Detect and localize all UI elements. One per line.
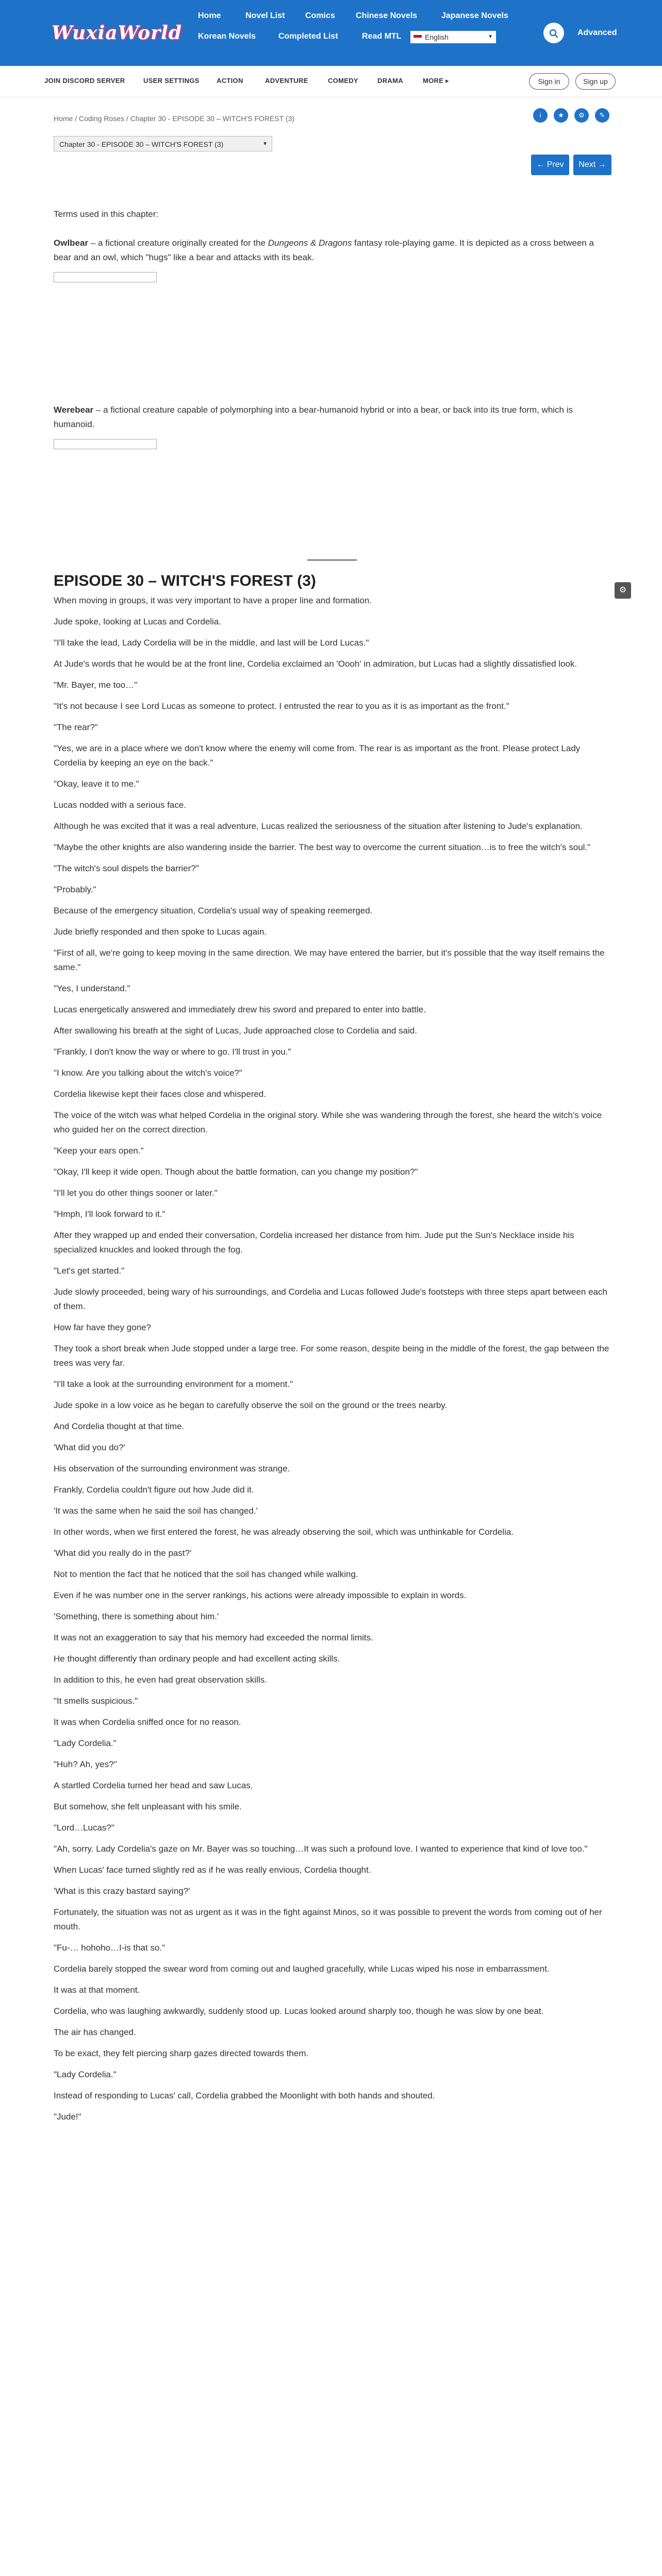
paragraph: In addition to this, he even had great observation skills. [54, 1675, 267, 1685]
paragraph: "Keep your ears open." [54, 1146, 144, 1156]
paragraph: At Jude's words that he would be at the front line, Cordelia exclaimed an 'Oooh' in admiration, but Lucas had a slightly dissatisfied look. [54, 659, 577, 669]
sign-in-button[interactable]: Sign in [529, 73, 569, 90]
paragraph: "Maybe the other knights are also wandering inside the barrier. The best way to overcome the current situation…is to free the witch's soul." [54, 842, 591, 852]
category-drama[interactable]: DRAMA [377, 77, 403, 84]
term-owlbear-pre: – a fictional creature originally created for the [88, 238, 268, 248]
chevron-right-icon: ▸ [445, 77, 449, 84]
category-more[interactable] [423, 77, 449, 85]
sign-up-button[interactable]: Sign up [575, 73, 616, 90]
paragraph: His observation of the surrounding environment was strange. [54, 1464, 290, 1473]
paragraph: 'What did you really do in the past?' [54, 1548, 192, 1558]
site-logo[interactable]: WuxiaWorld [52, 22, 182, 44]
paragraph: But somehow, she felt unpleasant with his smile. [54, 1802, 242, 1811]
paragraph: "Let's get started." [54, 1266, 125, 1276]
section-divider [307, 560, 357, 561]
nav-japanese-novels[interactable]: Japanese Novels [441, 11, 508, 20]
paragraph: Cordelia likewise kept their faces close and whispered. [54, 1089, 266, 1099]
info-icon[interactable]: i [533, 108, 548, 123]
term-werebear-name: Werebear [54, 405, 94, 415]
reader-settings-button[interactable] [615, 582, 631, 599]
paragraph: 'It was the same when he said the soil has changed.' [54, 1506, 258, 1516]
paragraph: How far have they gone? [54, 1323, 152, 1332]
language-value: English [425, 33, 449, 41]
paragraph: A startled Cordelia turned her head and saw Lucas. [54, 1781, 253, 1790]
term-owlbear-game: Dungeons & Dragons [268, 238, 352, 248]
paragraph: They took a short break when Jude stopped under a large tree. For some reason, despite being in the middle of the forest, the gap between the trees was very far. [54, 1344, 609, 1368]
nav-comics[interactable]: Comics [305, 11, 335, 20]
term-werebear-text: – a fictional creature capable of polymorphing into a bear-humanoid hybrid or into a bear, or back into its true form, which is humanoid. [54, 405, 573, 429]
paragraph: Although he was excited that it was a real adventure, Lucas realized the seriousness of the situation after listening to Jude's explanation. [54, 821, 583, 831]
paragraph: Fortunately, the situation was not as urgent as it was in the fight against Minos, so it was possible to prevent the words from coming out of her mouth. [54, 1907, 602, 1931]
paragraph: Instead of responding to Lucas' call, Cordelia grabbed the Moonlight with both hands and shouted. [54, 2091, 435, 2100]
advanced-search-link[interactable]: Advanced [577, 28, 617, 37]
paragraph: Lucas energetically answered and immediately drew his sword and prepared to enter into battle. [54, 1005, 426, 1014]
chevron-down-icon: ▼ [488, 34, 493, 40]
nav-korean-novels[interactable]: Korean Novels [198, 32, 256, 41]
paragraph: "Okay, leave it to me." [54, 779, 139, 789]
paragraph: It was not an exaggeration to say that his memory had exceeded the normal limits. [54, 1633, 373, 1642]
paragraph: It was when Cordelia sniffed once for no reason. [54, 1717, 241, 1727]
paragraph: He thought differently than ordinary people and had excellent acting skills. [54, 1654, 340, 1664]
comments-icon[interactable]: ✎ [595, 108, 609, 123]
nav-read-mtl[interactable]: Read MTL [362, 32, 402, 41]
category-comedy[interactable]: COMEDY [328, 77, 358, 84]
paragraph: "Yes, we are in a place where we don't know where the enemy will come from. The rear is as important as the front. Please protect Lady Cordelia by keeping an eye on the back." [54, 743, 581, 768]
paragraph: Lucas nodded with a serious face. [54, 800, 187, 810]
category-action[interactable]: ACTION [217, 77, 243, 84]
paragraph: Jude spoke, looking at Lucas and Cordelia. [54, 617, 222, 626]
paragraph: 'Something, there is something about him.' [54, 1612, 219, 1621]
owlbear-image [54, 272, 157, 282]
chapter-title: EPISODE 30 – WITCH'S FOREST (3) [54, 572, 316, 589]
paragraph: "The witch's soul dispels the barrier?" [54, 863, 199, 873]
chapter-content [54, 201, 610, 2124]
search-button[interactable] [543, 23, 564, 43]
nav-novel-list[interactable]: Novel List [245, 11, 285, 20]
paragraph: 'What did you do?' [54, 1443, 125, 1452]
bookmark-icon[interactable]: ★ [554, 108, 568, 123]
chapter-select-value: Chapter 30 - EPISODE 30 – WITCH'S FOREST (3) [59, 140, 224, 148]
category-more-label: MORE [423, 77, 444, 84]
nav-chinese-novels[interactable]: Chinese Novels [356, 11, 418, 20]
paragraph: "Probably." [54, 885, 96, 894]
join-discord-link[interactable]: JOIN DISCORD SERVER [44, 77, 125, 84]
paragraph: "It's not because I see Lord Lucas as someone to protect. I entrusted the rear to you as it is as important as the front." [54, 701, 509, 711]
paragraph: Jude spoke in a low voice as he began to carefully observe the soil on the ground or the trees nearby. [54, 1400, 448, 1410]
paragraph: Cordelia barely stopped the swear word from coming out and laughed gracefully, while Lucas wiped his nose in embarrassment. [54, 1964, 550, 1974]
category-bar [0, 66, 662, 97]
nav-home[interactable]: Home [198, 11, 221, 20]
paragraph: After swallowing his breath at the sight of Lucas, Jude approached close to Cordelia and said. [54, 1026, 417, 1036]
paragraph: "First of all, we're going to keep moving in the same direction. We may have entered the barrier, but it's possible that the way itself remains the same." [54, 948, 605, 972]
chevron-down-icon: ▼ [262, 141, 268, 147]
next-chapter-button[interactable]: Next → [573, 155, 611, 175]
paragraph: "Ah, sorry. Lady Cordelia's gaze on Mr. Bayer was so touching…It was such a profound love. I wanted to experience that kind of love too." [54, 1844, 588, 1854]
paragraph: "I know. Are you talking about the witch's voice?" [54, 1068, 242, 1078]
paragraph: When moving in groups, it was very important to have a proper line and formation. [54, 596, 372, 605]
paragraph: "Frankly, I don't know the way or where to go. I'll trust in you." [54, 1047, 291, 1057]
paragraph: In other words, when we first entered the forest, he was already observing the soil, which was unthinkable for Cordelia. [54, 1527, 514, 1537]
gear-icon: ⚙ [619, 586, 627, 595]
nav-completed-list[interactable]: Completed List [278, 32, 338, 41]
term-owlbear [54, 236, 610, 265]
term-werebear [54, 403, 610, 432]
paragraph: "Hmph, I'll look forward to it." [54, 1209, 166, 1219]
paragraph: Jude slowly proceeded, being wary of his surroundings, and Cordelia and Lucas followed Jude's footsteps with three steps apart between each of them. [54, 1287, 607, 1311]
paragraph: The air has changed. [54, 2027, 136, 2037]
paragraph: When Lucas' face turned slightly red as if he was really envious, Cordelia thought. [54, 1865, 371, 1875]
term-owlbear-post: fantasy role-playing game. It is depicted as a cross between a bear and an owl, which "hugs" like a bear and attacks with its beak. [54, 238, 594, 262]
paragraph: Cordelia, who was laughing awkwardly, suddenly stood up. Lucas looked around sharply too, though he was slow by one beat. [54, 2006, 544, 2016]
paragraph: "Lady Cordelia." [54, 1738, 117, 1748]
chapter-select[interactable] [54, 136, 272, 151]
user-settings-link[interactable]: USER SETTINGS [143, 77, 200, 84]
term-owlbear-name: Owlbear [54, 238, 89, 248]
paragraph: After they wrapped up and ended their conversation, Cordelia increased her distance from him. Jude put the Sun's Necklace inside his specialized knuckles and looked through the fog. [54, 1230, 574, 1255]
search-icon [549, 29, 558, 38]
paragraph: "It smells suspicious." [54, 1696, 138, 1706]
paragraph: "The rear?" [54, 722, 98, 732]
chapter-paragraphs [54, 594, 610, 2124]
prev-chapter-button[interactable]: ← Prev [531, 155, 569, 175]
paragraph: "Jude!" [54, 2112, 81, 2122]
paragraph: "I'll take a look at the surrounding environment for a moment." [54, 1379, 293, 1389]
paragraph: Because of the emergency situation, Cordelia's usual way of speaking reemerged. [54, 906, 373, 916]
site-header [0, 0, 662, 66]
paragraph: Jude briefly responded and then spoke to Lucas again. [54, 927, 267, 937]
paragraph: And Cordelia thought at that time. [54, 1421, 185, 1431]
paragraph: "I'll take the lead, Lady Cordelia will be in the middle, and last will be Lord Lucas." [54, 638, 369, 648]
terms-heading: Terms used in this chapter: [54, 209, 159, 219]
paragraph: "Okay, I'll keep it wide open. Though about the battle formation, can you change my position?" [54, 1167, 418, 1177]
paragraph: "Huh? Ah, yes?" [54, 1759, 117, 1769]
paragraph: "Mr. Bayer, me too…" [54, 680, 138, 690]
paragraph: Even if he was number one in the server rankings, his actions were already impossible to explain in words. [54, 1590, 467, 1600]
paragraph: "Lady Cordelia." [54, 2070, 117, 2079]
category-adventure[interactable]: ADVENTURE [265, 77, 308, 84]
paragraph: To be exact, they felt piercing sharp gazes directed towards them. [54, 2048, 309, 2058]
paragraph: "I'll let you do other things sooner or later." [54, 1188, 218, 1198]
paragraph: "Fu-… hohoho…I-is that so." [54, 1943, 166, 1953]
paragraph: It was at that moment. [54, 1985, 140, 1995]
flag-icon [413, 35, 422, 40]
settings-icon[interactable]: ⚙ [574, 108, 589, 123]
language-select[interactable] [410, 31, 496, 43]
werebear-image [54, 439, 157, 449]
paragraph: Not to mention the fact that he noticed that the soil has changed while walking. [54, 1569, 358, 1579]
paragraph: "Lord…Lucas?" [54, 1823, 114, 1833]
paragraph: 'What is this crazy bastard saying?' [54, 1886, 190, 1896]
breadcrumb[interactable]: Home / Coding Roses / Chapter 30 - EPISODE 30 – WITCH'S FOREST (3) [54, 114, 294, 123]
paragraph: Frankly, Cordelia couldn't figure out how Jude did it. [54, 1485, 254, 1495]
paragraph: "Yes, I understand." [54, 984, 130, 993]
paragraph: The voice of the witch was what helped Cordelia in the original story. While she was wandering through the forest, she heard the witch's voice who guided her on the correct direction. [54, 1110, 602, 1134]
